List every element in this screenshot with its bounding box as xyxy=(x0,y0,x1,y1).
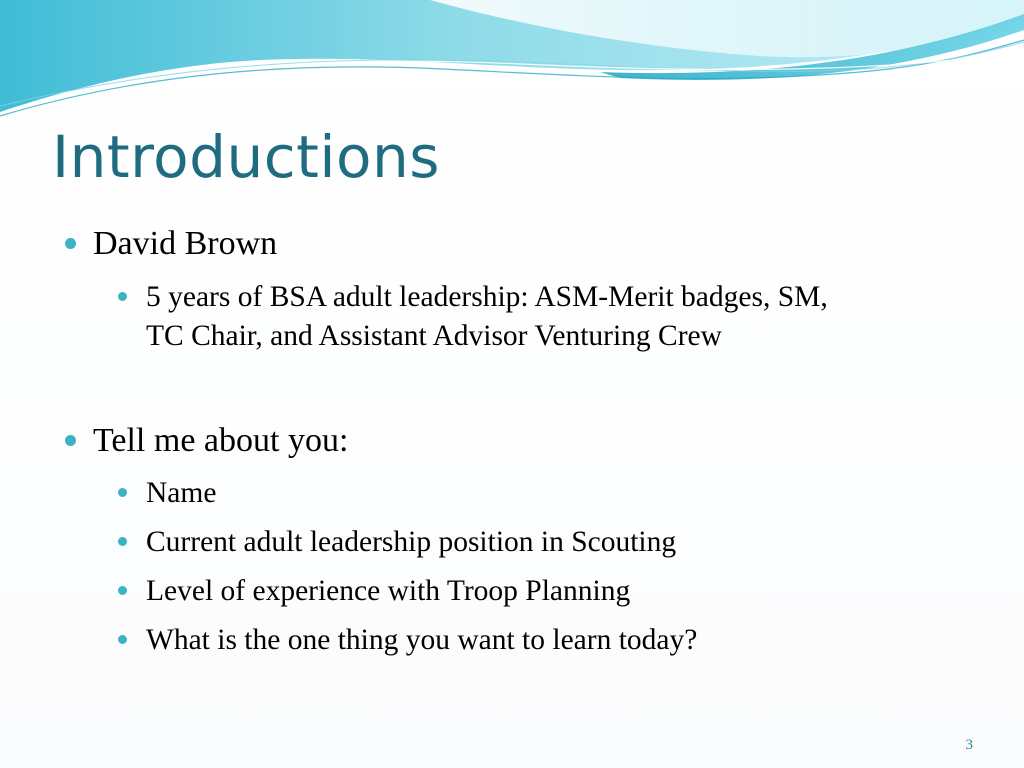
bullet-level2: Current adult leadership position in Scouting xyxy=(146,526,677,558)
slide-page-number: 3 xyxy=(965,737,973,753)
bullet-level2: 5 years of BSA adult leadership: ASM-Merit badges, SM, xyxy=(146,281,828,313)
bullet-level1: David Brown xyxy=(93,225,278,262)
bullet-dot-icon xyxy=(118,292,127,301)
bullet-level1: Tell me about you: xyxy=(93,422,349,459)
bullet-level2-continued: TC Chair, and Assistant Advisor Venturing Crew xyxy=(146,320,722,352)
bullet-level2: Level of experience with Troop Planning xyxy=(146,575,631,607)
bullet-dot-icon xyxy=(65,238,76,249)
bullet-level2: What is the one thing you want to learn today? xyxy=(146,624,698,656)
bullet-dot-icon xyxy=(118,488,127,497)
bullet-dot-icon xyxy=(65,435,76,446)
bullet-dot-icon xyxy=(118,635,127,644)
bullet-level2: Name xyxy=(146,477,217,509)
bullet-dot-icon xyxy=(118,586,127,595)
bullet-dot-icon xyxy=(118,537,127,546)
slide-title: Introductions xyxy=(52,123,440,191)
